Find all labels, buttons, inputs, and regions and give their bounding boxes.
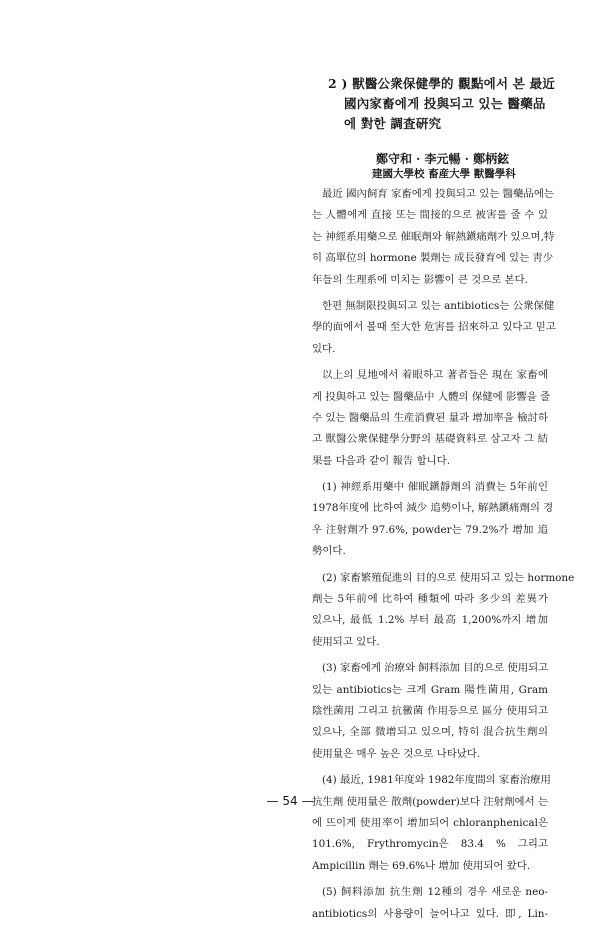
title-line: 에 對한 調査硏究 xyxy=(344,116,442,131)
paragraph xyxy=(312,477,554,563)
text-line: 있으나, 最低 1.2% 부터 最高 1,200%까지 增加 xyxy=(312,614,548,627)
paragraph xyxy=(312,882,548,925)
text-line: 使用量은 매우 높은 것으로 나타났다. xyxy=(312,747,481,760)
text-line: 에 뜨이게 使用率이 增加되어 chloranphenical은 xyxy=(312,816,548,829)
title-line: 2 ) 獸醫公衆保健學的 觀點에서 본 最近 xyxy=(328,76,555,91)
author-affiliation: 建國大學校 畜産大學 獸醫學科 xyxy=(372,168,516,180)
text-line: (1) 神經系用藥中 催眠鎭靜劑의 消費는 5年前인 xyxy=(322,481,548,494)
text-line: 學的面에서 볼때 至大한 危害를 招來하고 있다고 믿고 xyxy=(312,321,556,334)
text-line: (4) 最近, 1981年度와 1982年度間의 家畜治療用 xyxy=(322,774,551,787)
paragraph xyxy=(312,184,555,291)
text-line: 한편 無制限投與되고 있는 antibiotics는 公衆保健 xyxy=(322,299,555,312)
title-line: 國內家畜에게 投與되고 있는 醫藥品 xyxy=(344,96,546,111)
text-line: (2) 家畜繁殖促進의 目的으로 使用되고 있는 hormone xyxy=(322,571,575,584)
text-line: 우 注射劑가 97.6%, powder는 79.2%가 增加 追 xyxy=(312,523,548,536)
text-line: 는 人體에게 直接 또는 間接的으로 被害를 줄 수 있 xyxy=(312,209,548,222)
text-line: 101.6%, Frythromycin은 83.4 % 그리고 xyxy=(312,838,548,851)
text-line: 劑는 5年前에 比하여 種類에 따라 多少의 差異가 xyxy=(312,593,548,606)
text-line: 勢이다. xyxy=(312,545,346,558)
text-line: (5) 飼料添加 抗生劑 12種의 경우 새로운 neo- xyxy=(322,886,548,899)
text-line: 果를 다음과 같이 報告 합니다. xyxy=(312,454,451,467)
text-line: 는 神經系用藥으로 催眠劑와 解熱鎭痛劑가 있으며,特 xyxy=(312,230,555,243)
paragraph xyxy=(312,770,551,877)
text-line: 있으나, 全部 微增되고 있으며, 特히 混合抗生劑의 xyxy=(312,726,548,739)
text-line: 히 高單位의 hormone 製劑는 成長發育에 있는 靑少 xyxy=(312,252,554,265)
text-line: 고 獸醫公衆保健學分野의 基礎資料로 삼고자 그 結 xyxy=(312,433,548,446)
paper-title xyxy=(318,74,588,134)
text-line: 있다. xyxy=(312,342,336,355)
author-names: 鄭守和 · 李元暢 · 鄭柄鉉 xyxy=(376,152,510,166)
paragraph xyxy=(312,365,551,472)
text-line: 수 있는 醫藥品의 生産消費된 量과 增加率을 檢討하 xyxy=(312,411,548,424)
text-line: 게 投與하고 있는 醫藥品中 人體의 保健에 影響을 줄 xyxy=(312,390,551,403)
text-line: 抗生劑 使用量은 散劑(powder)보다 注射劑에서 는 xyxy=(312,795,548,808)
text-line: 陰性菌用 그리고 抗黴菌 作用등으로 區分 使用되고 xyxy=(312,704,548,717)
text-line: Ampicillin 劑는 69.6%나 增加 使用되어 왔다. xyxy=(312,859,531,872)
page-number: — 54 — xyxy=(266,794,314,808)
text-line: 1978年度에 比하여 減少 追勢이나, 解熱鎭痛劑의 경 xyxy=(312,502,554,515)
paragraph xyxy=(312,658,548,765)
text-line: 年들의 生理系에 미치는 影響이 큰 것으로 본다. xyxy=(312,273,528,286)
body-text xyxy=(312,184,575,930)
paragraph xyxy=(312,568,575,654)
text-line: antibiotics의 사용량이 늘어나고 있다. 即, Lin- xyxy=(312,907,548,920)
text-line: 使用되고 있다. xyxy=(312,635,380,648)
text-line: 있는 antibiotics는 크게 Gram 陽性菌用, Gram xyxy=(312,683,548,696)
text-line: 以上의 見地에서 着眼하고 著者들은 現在 家畜에 xyxy=(322,369,548,382)
paragraph xyxy=(312,296,556,360)
text-line: 最近 國內飼育 家畜에게 投與되고 있는 醫藥品에는 xyxy=(322,188,554,200)
text-line: (3) 家畜에게 治療와 飼料添加 目的으로 使用되고 xyxy=(322,662,549,675)
